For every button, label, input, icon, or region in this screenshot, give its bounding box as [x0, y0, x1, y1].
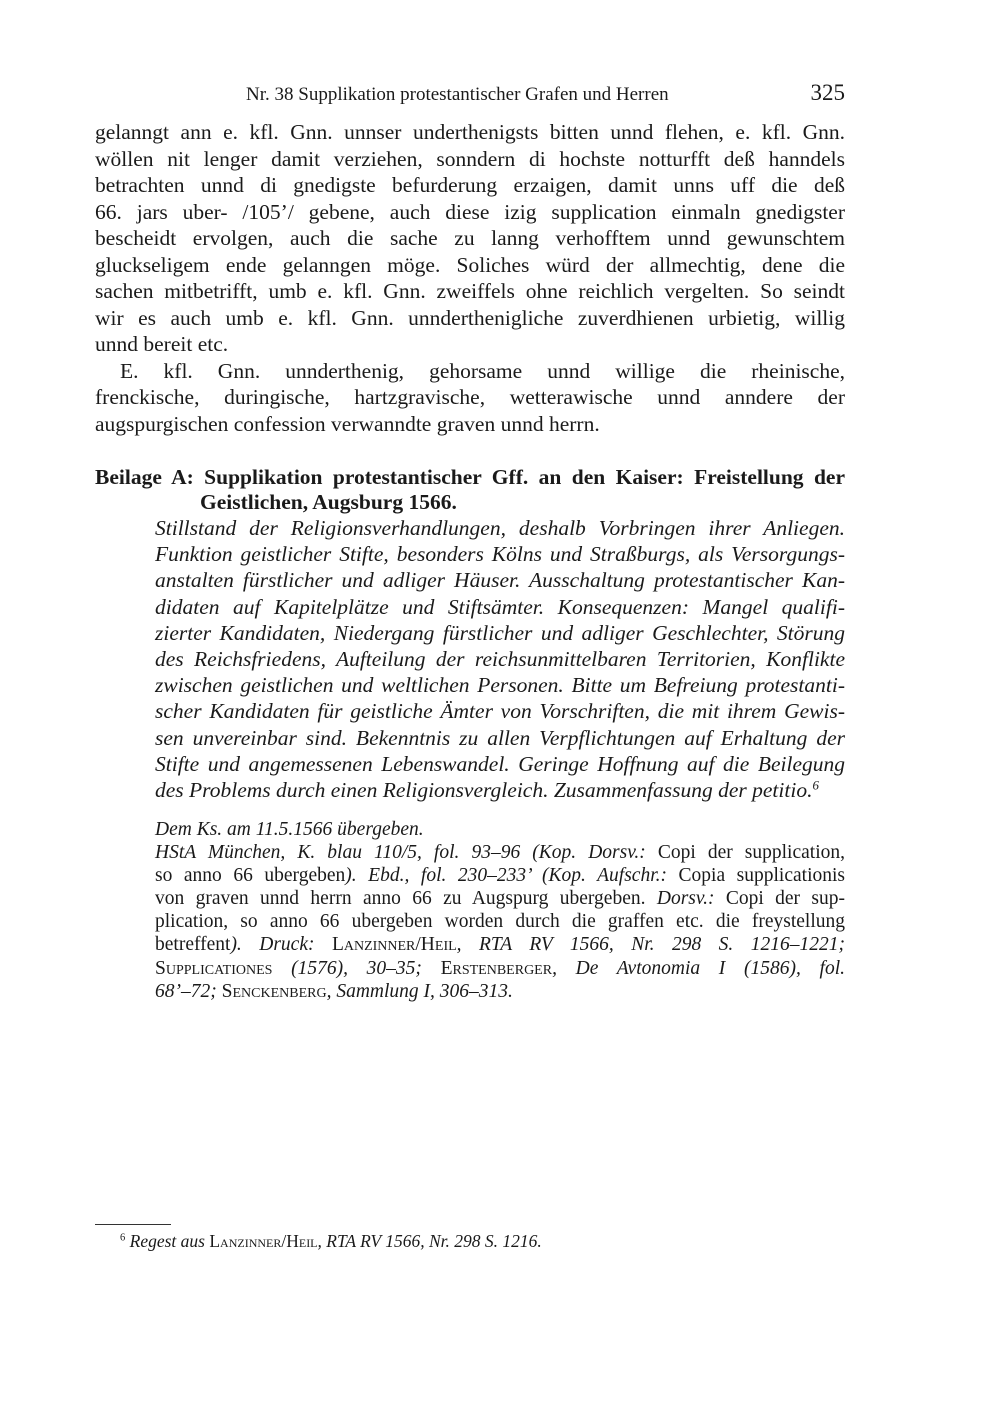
- source-line: [155, 982, 845, 1002]
- body-text: wöllen nit lenger damit verziehen, sonndern di hochste notturfft deß hanndels: [95, 146, 845, 171]
- body-text: betrachten unnd di gnedigste befurderung erzaigen, damit unns uff die deß: [95, 173, 845, 197]
- appendix-heading: Geistlichen, Augsburg 1566.: [200, 490, 457, 514]
- author-name: Lanzinner/Heil: [331, 934, 457, 956]
- body-text: gelanngt ann e. kfl. Gnn. unnser underthenigsts bitten unnd flehen, e. kfl. Gnn.: [95, 120, 845, 144]
- delivery-note: [155, 820, 845, 840]
- source-text: Copia supplicationis: [678, 865, 846, 887]
- summary-line: [155, 751, 845, 776]
- summary-line: [155, 675, 845, 697]
- source-text: , RTA RV 1566, Nr. 298 S. 1216–1221;: [456, 934, 845, 956]
- summary-text: Funktion geistlicher Stifte, besonders Kölns und Straßburgs, als Versorgungs-: [155, 542, 845, 567]
- footnote-divider: [95, 1224, 171, 1225]
- body-line: [95, 199, 845, 224]
- source-line: [155, 959, 845, 979]
- footnote-number: 6: [120, 1232, 126, 1244]
- body-text: frenckische, duringische, hartzgravische, wetterawische unnd anndere der: [95, 385, 845, 410]
- body-line: [95, 146, 845, 171]
- summary-text: Stifte und angemessenen Lebenswandel. Geringe Hoffnung auf die Beilegung: [155, 751, 845, 776]
- footnote-reference[interactable]: 6: [812, 778, 819, 793]
- body-line: [95, 228, 845, 250]
- source-text: , Sammlung I, 306–313.: [326, 980, 513, 1002]
- body-text: gluckseligem ende gelanngen möge. Soliches würd der allmechtig, dene die: [95, 252, 845, 277]
- author-name: Supplicationes: [155, 957, 273, 979]
- body-line: [95, 411, 845, 436]
- summary-line: [155, 701, 845, 723]
- source-text: ). Ebd., fol. 230–233’ (Kop. Aufschr.:: [345, 865, 679, 887]
- body-text: unnd bereit etc.: [95, 332, 229, 356]
- summary-line: [155, 725, 845, 750]
- source-text: HStA München, K. blau 110/5, fol. 93–96 (Kop. Dorsv.:: [155, 842, 658, 863]
- source-text: Dorsv.:: [656, 888, 726, 910]
- summary-line: [155, 780, 845, 802]
- delivery-text: Dem Ks. am 11.5.1566 übergeben.: [155, 819, 424, 840]
- appendix-heading-line: [200, 492, 845, 514]
- summary-line: [155, 544, 845, 566]
- body-line: [95, 122, 845, 144]
- summary-line: [155, 570, 845, 592]
- body-line: [95, 334, 845, 356]
- body-text: augspurgischen confession verwanndte graven unnd herrn.: [95, 411, 600, 436]
- summary-line: [155, 594, 845, 619]
- running-header-title: Nr. 38 Supplikation protestantischer Grafen und Herren: [246, 84, 669, 105]
- source-line: [155, 912, 845, 932]
- summary-text: Stillstand der Religionsverhandlungen, deshalb Vorbringen ihrer Anliegen.: [155, 516, 845, 540]
- body-text: 66. jars uber- /105’/ gebene, auch diese izig supplication einmaln gnedigster: [95, 199, 845, 224]
- body-text: sachen mitbetrifft, umb e. kfl. Gnn. zweiffels ohne reichlich vergelten. So seindt: [95, 279, 845, 303]
- summary-text: des Problems durch einen Religionsvergleich. Zusammenfassung der petitio.: [155, 778, 813, 802]
- summary-text: anstalten fürstlicher und adliger Häuser. Ausschaltung protestantischer Kan-: [155, 568, 845, 593]
- source-text: , De Avtonomia I (1586), fol.: [552, 957, 845, 979]
- body-text: E. kfl. Gnn. unnderthenig, gehorsame unnd willige die rheinische,: [120, 359, 845, 383]
- summary-text: des Reichsfriedens, Aufteilung der reichsunmittelbaren Territorien, Konflikte: [155, 647, 845, 671]
- footnote-text: Regest aus: [129, 1231, 210, 1251]
- source-text: (1576), 30–35;: [272, 957, 441, 979]
- source-text: 68’–72;: [155, 980, 222, 1002]
- source-text: Copi der supplication,: [657, 842, 845, 863]
- author-name: Senckenberg: [221, 980, 327, 1002]
- appendix-heading-line: [95, 467, 845, 489]
- summary-line: [155, 620, 845, 645]
- footnote: [120, 1231, 542, 1252]
- source-text: Copi der sup-: [725, 888, 846, 910]
- body-line: [95, 175, 845, 197]
- summary-text: sen unvereinbar sind. Bekenntnis zu allen Verpflichtungen auf Erhaltung der: [155, 725, 845, 750]
- body-line: [120, 361, 845, 383]
- source-text: ). Druck:: [230, 934, 332, 956]
- source-line: [155, 935, 845, 955]
- source-text: betreffent: [155, 934, 231, 956]
- footnote-text: , RTA RV 1566, Nr. 298 S. 1216.: [317, 1231, 542, 1251]
- appendix-heading: Beilage A: Supplikation protestantischer Gff. an den Kaiser: Freistellung der: [95, 465, 845, 489]
- page-number: 325: [810, 80, 845, 105]
- source-line: [155, 889, 845, 909]
- source-text: von graven unnd herrn anno 66 zu Augspurg ubergeben.: [155, 888, 657, 910]
- body-text: wir es auch umb e. kfl. Gnn. unnderthenigliche zuverdhienen urbietig, willig: [95, 305, 845, 330]
- summary-text: zierter Kandidaten, Niedergang fürstlicher und adliger Geschlechter, Störung: [155, 620, 845, 645]
- author-name: Erstenberger: [440, 957, 553, 979]
- footnote-text: Lanzinner/Heil: [209, 1231, 318, 1251]
- body-line: [95, 252, 845, 277]
- source-line: [155, 843, 845, 863]
- summary-text: zwischen geistlichen und weltlichen Personen. Bitte um Befreiung protestanti-: [155, 673, 845, 698]
- summary-line: [155, 518, 845, 540]
- source-text: so anno 66 ubergeben: [155, 865, 346, 887]
- summary-text: scher Kandidaten für geistliche Ämter von Vorschriften, die mit ihrem Gewis-: [155, 699, 845, 724]
- source-text: plication, so anno 66 ubergeben worden durch die graffen etc. die freystellung: [155, 911, 845, 933]
- body-line: [95, 387, 845, 409]
- body-line: [95, 305, 845, 330]
- source-line: [155, 866, 845, 886]
- body-line: [95, 281, 845, 303]
- body-text: bescheidt ervolgen, auch die sache zu lanng verhofftem unnd gewunschtem: [95, 226, 845, 250]
- summary-text: didaten auf Kapitelplätze und Stiftsämter. Konsequenzen: Mangel qualifi-: [155, 594, 845, 619]
- summary-line: [155, 649, 845, 671]
